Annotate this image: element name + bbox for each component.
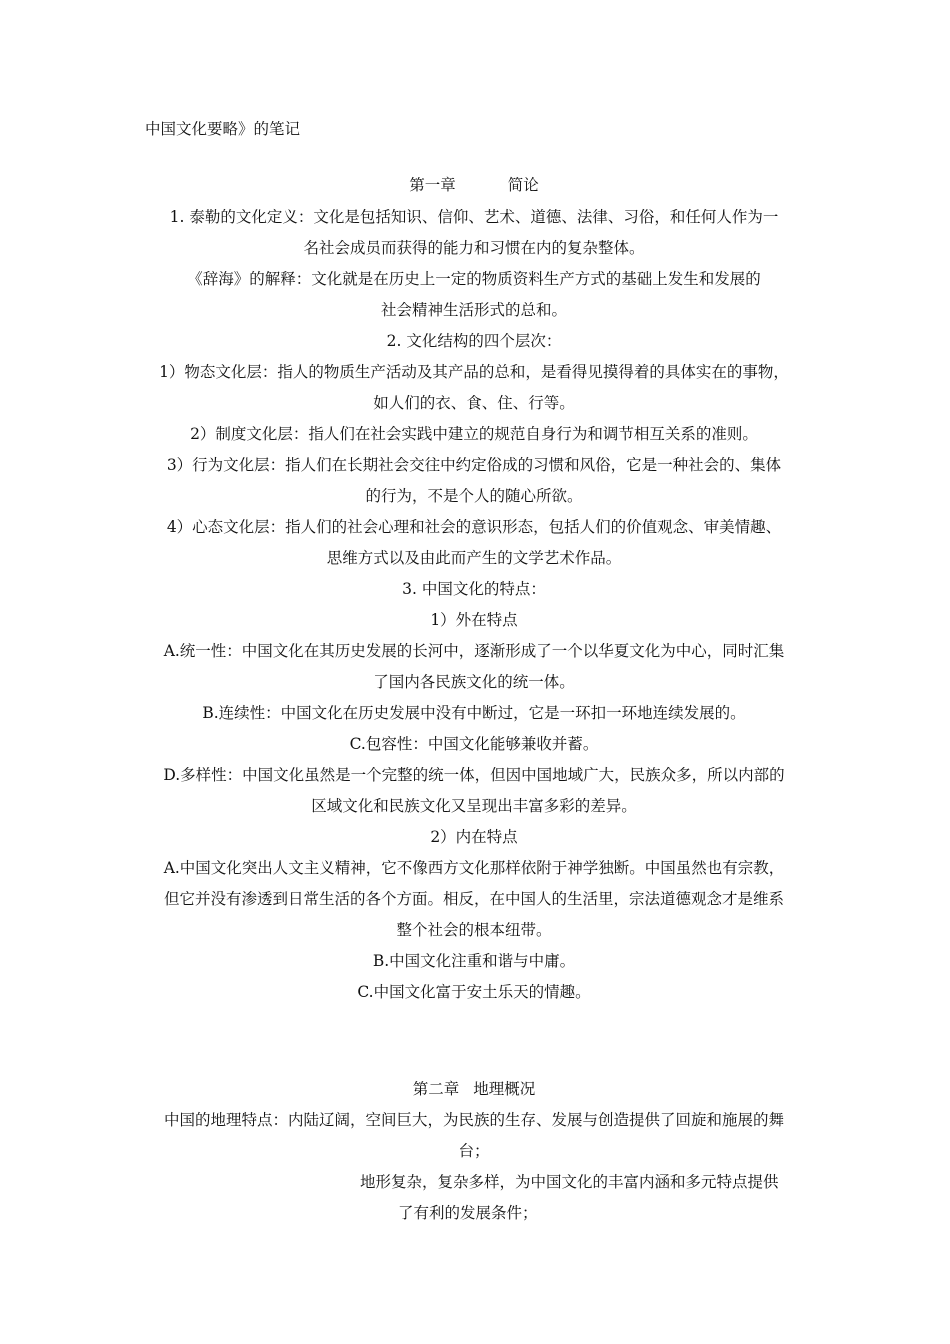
- feature-inclusiveness: C.包容性：中国文化能够兼收并蓄。: [349, 735, 599, 753]
- text-line: 了国内各民族文化的统一体。: [373, 673, 575, 691]
- paragraph-tylor-definition: [140, 202, 808, 264]
- text-line: 如人们的衣、食、住、行等。: [373, 394, 575, 412]
- text-line: 《辞海》的解释：文化就是在历史上一定的物质资料生产方式的基础上发生和发展的: [187, 270, 761, 288]
- layer-behavioral: [140, 450, 808, 512]
- layer-material: [140, 357, 808, 419]
- chapter-2-name: 地理概况: [473, 1080, 536, 1098]
- layer-mental: [140, 512, 808, 574]
- section-3-title: 3. 中国文化的特点：: [402, 580, 546, 598]
- section-2-title: 2. 文化结构的四个层次：: [386, 332, 562, 350]
- text-line: 台；: [458, 1142, 490, 1160]
- text-line: 3）行为文化层：指人们在长期社会交往中约定俗成的习惯和风俗，它是一种社会的、集体: [166, 456, 782, 474]
- text-line: 了有利的发展条件；: [398, 1204, 538, 1222]
- internal-feature-harmony: B.中国文化注重和谐与中庸。: [372, 952, 576, 970]
- text-line: 名社会成员而获得的能力和习惯在内的复杂整体。: [303, 239, 645, 257]
- document-title: 中国文化要略》的笔记: [145, 120, 301, 138]
- chapter-1-heading: [140, 170, 808, 201]
- internal-feature-contentment: C.中国文化富于安土乐天的情趣。: [357, 983, 591, 1001]
- text-line: 社会精神生活形式的总和。: [380, 301, 567, 319]
- internal-features-title: 2）内在特点: [430, 828, 518, 846]
- feature-unity: [140, 636, 808, 698]
- layer-institutional: 2）制度文化层：指人们在社会实践中建立的规范自身行为和调节相互关系的准则。: [190, 425, 758, 443]
- text-line: 整个社会的根本纽带。: [396, 921, 552, 939]
- chapter-2-number: 第二章: [412, 1080, 460, 1098]
- chapter-1-number: 第一章: [409, 176, 456, 194]
- text-line: 思维方式以及由此而产生的文学艺术作品。: [326, 549, 622, 567]
- paragraph-cihai-definition: [140, 264, 808, 326]
- text-line: 1. 泰勒的文化定义：文化是包括知识、信仰、艺术、道德、法律、习俗，和任何人作为一: [169, 208, 779, 226]
- text-line: 的行为，不是个人的随心所欲。: [365, 487, 583, 505]
- feature-diversity: [140, 760, 808, 822]
- feature-continuity: B.连续性：中国文化在历史发展中没有中断过，它是一环扣一环地连续发展的。: [202, 704, 746, 722]
- text-line: 但它并没有渗透到日常生活的各个方面。相反，在中国人的生活里，宗法道德观念才是维系: [163, 890, 784, 908]
- internal-feature-humanism: [140, 853, 808, 946]
- text-line: 1）物态文化层：指人的物质生产活动及其产品的总和，是看得见摸得着的具体实在的事物，: [159, 363, 789, 381]
- text-line: A.统一性：中国文化在其历史发展的长河中，逐渐形成了一个以华夏文化为中心，同时汇集: [163, 642, 785, 660]
- text-line: A.中国文化突出人文主义精神，它不像西方文化那样依附于神学独断。中国虽然也有宗教，: [163, 859, 785, 877]
- chapter-2-heading: [140, 1074, 808, 1105]
- text-line: 地形复杂，复杂多样，为中国文化的丰富内涵和多元特点提供: [360, 1173, 779, 1191]
- chapter-1-name: 简论: [507, 176, 539, 194]
- external-features-title: 1）外在特点: [430, 611, 518, 629]
- text-line: 4）心态文化层：指人们的社会心理和社会的意识形态，包括人们的价值观念、审美情趣、: [166, 518, 782, 536]
- geography-terrain: [360, 1167, 808, 1229]
- geography-features: [140, 1105, 808, 1167]
- text-line: D.多样性：中国文化虽然是一个完整的统一体，但因中国地域广大，民族众多，所以内部的: [163, 766, 785, 784]
- text-line: 区域文化和民族文化又呈现出丰富多彩的差异。: [311, 797, 637, 815]
- text-line: 中国的地理特点：内陆辽阔，空间巨大，为民族的生存、发展与创造提供了回旋和施展的舞: [163, 1111, 784, 1129]
